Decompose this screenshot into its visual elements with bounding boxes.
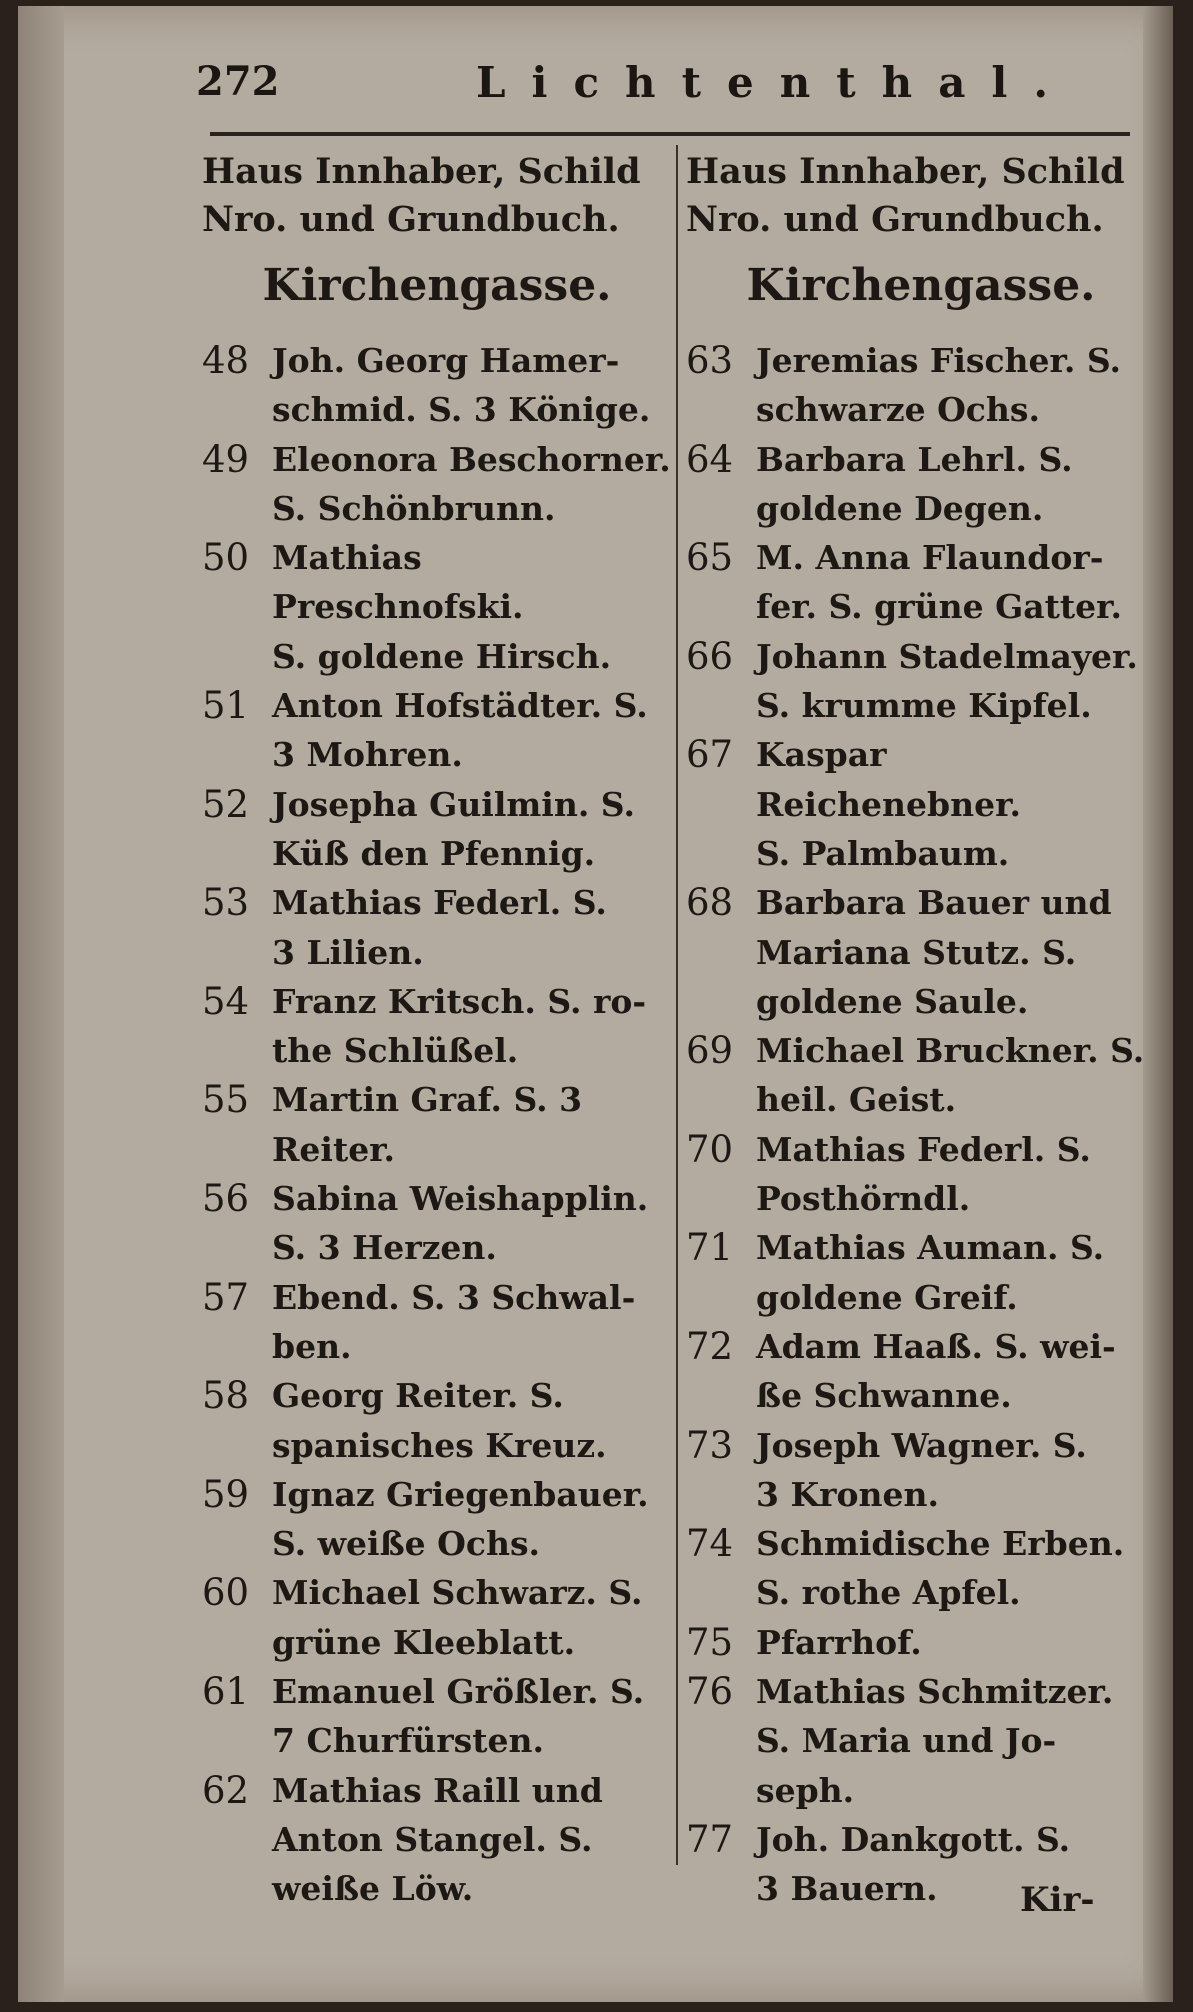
house-number: 51 — [202, 684, 250, 728]
house-number: 65 — [686, 536, 734, 580]
entry-row — [686, 1519, 1156, 1618]
entry-text: schwarze Ochs. — [756, 390, 1040, 430]
header-rule — [210, 132, 1130, 136]
house-number: 55 — [202, 1078, 250, 1122]
column-header-line1: Haus Innhaber, Schild — [202, 151, 641, 192]
entry-row — [202, 435, 672, 534]
house-number: 64 — [686, 437, 734, 481]
house-number: 60 — [202, 1571, 250, 1615]
entry-text: Josepha Guilmin. S. — [272, 784, 635, 824]
entry-text: Joseph Wagner. S. — [756, 1425, 1087, 1465]
column-header-line2: Nro. und Grundbuch. — [202, 199, 620, 240]
entry-text: Küß den Pfennig. — [272, 833, 596, 873]
house-number: 71 — [686, 1226, 734, 1270]
house-number: 59 — [202, 1472, 250, 1516]
house-number: 58 — [202, 1374, 250, 1418]
entry-text: Anton Hofstädter. S. — [272, 686, 648, 726]
column-header-line1: Haus Innhaber, Schild — [686, 151, 1125, 192]
entry-text: Mathias Federl. S. — [756, 1129, 1091, 1169]
page-gutter — [18, 6, 64, 2002]
house-number: 49 — [202, 437, 250, 481]
entry-text: Joh. Dankgott. S. — [756, 1819, 1071, 1859]
house-number: 67 — [686, 733, 734, 777]
entry-row — [202, 1174, 672, 1273]
entry-text: Mathias Raill und — [272, 1770, 603, 1810]
house-number: 57 — [202, 1275, 250, 1319]
entry-text: heil. Geist. — [756, 1080, 957, 1120]
entry-text: M. Anna Flaundor- — [756, 538, 1104, 578]
entry-text: 3 Kronen. — [756, 1474, 939, 1514]
entry-text: grüne Kleeblatt. — [272, 1622, 576, 1662]
entry-text: Ebend. S. 3 Schwal- — [272, 1277, 636, 1317]
entry-text: S. Palmbaum. — [756, 833, 1010, 873]
house-number: 53 — [202, 881, 250, 925]
entry-text: S. Schönbrunn. — [272, 488, 556, 528]
entry-row — [686, 1026, 1156, 1125]
entry-text: 7 Churfürsten. — [272, 1721, 544, 1761]
house-number: 52 — [202, 782, 250, 826]
entry-text: Schmidische Erben. — [756, 1524, 1125, 1564]
entry-row — [202, 977, 672, 1076]
running-title: Lichtenthal. — [476, 58, 1074, 107]
entry-row — [202, 681, 672, 780]
entry-text: Mathias Preschnofski. — [272, 538, 524, 627]
entry-text: schmid. S. 3 Könige. — [272, 390, 651, 430]
entry-row — [202, 336, 672, 435]
entry-text: Emanuel Größler. S. — [272, 1672, 645, 1712]
entry-row — [202, 780, 672, 879]
house-number: 63 — [686, 339, 734, 382]
entry-text: Sabina Weishapplin. — [272, 1179, 649, 1219]
entry-text: S. weiße Ochs. — [272, 1524, 541, 1564]
entry-row — [202, 533, 672, 681]
entry-text: Anton Stangel. S. — [272, 1819, 593, 1859]
entry-text: Michael Bruckner. S. — [756, 1031, 1145, 1071]
house-number: 68 — [686, 881, 734, 925]
entry-text: Ignaz Griegenbauer. — [272, 1474, 649, 1514]
entry-text: 3 Lilien. — [272, 932, 424, 972]
entry-row — [686, 1125, 1156, 1224]
entry-text: Mathias Auman. S. — [756, 1228, 1105, 1268]
entry-text: fer. S. grüne Gatter. — [756, 587, 1122, 627]
entry-row — [202, 1667, 672, 1766]
entry-text: Mathias Schmitzer. — [756, 1672, 1114, 1712]
entry-text: S. krumme Kipfel. — [756, 686, 1092, 726]
entry-text: Kaspar Reichenebner. — [756, 735, 1021, 824]
entry-row — [202, 1371, 672, 1470]
entry-text: weiße Löw. — [272, 1869, 474, 1909]
entry-row — [686, 1223, 1156, 1322]
entry-row — [686, 435, 1156, 534]
entry-list — [202, 336, 672, 1914]
entry-row — [686, 1667, 1156, 1815]
entry-row — [202, 1075, 672, 1174]
entry-text: Martin Graf. S. 3 — [272, 1080, 583, 1120]
entry-row — [202, 1766, 672, 1914]
column-divider — [676, 145, 678, 1865]
entry-text: 3 Mohren. — [272, 735, 463, 775]
entry-row — [686, 1618, 1156, 1667]
column-header-line2: Nro. und Grundbuch. — [686, 199, 1104, 240]
entry-text: goldene Saule. — [756, 981, 1029, 1021]
entry-text: Johann Stadelmayer. — [756, 636, 1138, 676]
entry-row — [686, 1322, 1156, 1421]
entry-row — [686, 1421, 1156, 1520]
entry-row — [686, 730, 1156, 878]
house-number: 48 — [202, 339, 250, 382]
right-column — [686, 148, 1156, 1914]
street-heading: Kirchengasse. — [746, 260, 1096, 311]
house-number: 62 — [202, 1768, 250, 1812]
entry-row — [686, 336, 1156, 435]
entry-text: Pfarrhof. — [756, 1622, 922, 1662]
house-number: 77 — [686, 1817, 734, 1861]
entry-list — [686, 336, 1156, 1914]
entry-text: S. Maria und Jo- — [756, 1721, 1057, 1761]
entry-row — [686, 878, 1156, 1026]
entry-text: Posthörndl. — [756, 1179, 971, 1219]
entry-text: Joh. Georg Hamer- — [272, 341, 620, 380]
entry-text: goldene Greif. — [756, 1277, 1018, 1317]
left-column — [202, 148, 672, 1914]
page-header — [196, 58, 1136, 118]
entry-text: Barbara Bauer und — [756, 883, 1112, 923]
entry-text: ben. — [272, 1326, 352, 1366]
house-number: 50 — [202, 536, 250, 580]
house-number: 69 — [686, 1029, 734, 1073]
house-number: 72 — [686, 1324, 734, 1368]
entry-text: Jeremias Fischer. S. — [756, 341, 1121, 380]
entry-text: Eleonora Beschorner. — [272, 439, 671, 479]
entry-text: S. goldene Hirsch. — [272, 636, 612, 676]
entry-row — [686, 632, 1156, 731]
house-number: 75 — [686, 1620, 734, 1664]
entry-row — [202, 1470, 672, 1569]
entry-text: Georg Reiter. S. — [272, 1376, 564, 1416]
entry-text: Franz Kritsch. S. ro- — [272, 981, 647, 1021]
entry-text: Barbara Lehrl. S. — [756, 439, 1073, 479]
entry-text: the Schlüßel. — [272, 1031, 519, 1071]
house-number: 76 — [686, 1670, 734, 1714]
house-number: 66 — [686, 634, 734, 678]
house-number: 73 — [686, 1423, 734, 1467]
house-number: 56 — [202, 1177, 250, 1221]
entry-row — [202, 1568, 672, 1667]
entry-row — [686, 533, 1156, 632]
entry-text: 3 Bauern. — [756, 1869, 938, 1909]
entry-text: S. 3 Herzen. — [272, 1228, 497, 1268]
entry-text: Adam Haaß. S. wei- — [756, 1326, 1116, 1366]
catchword: Kir- — [1020, 1880, 1095, 1920]
page-number: 272 — [196, 58, 280, 105]
entry-text: seph. — [756, 1770, 855, 1810]
house-number: 74 — [686, 1522, 734, 1566]
entry-text: ße Schwanne. — [756, 1376, 1012, 1416]
entry-text: Reiter. — [272, 1129, 396, 1169]
entry-text: Michael Schwarz. S. — [272, 1573, 643, 1613]
entry-text: S. rothe Apfel. — [756, 1573, 1021, 1613]
house-number: 54 — [202, 979, 250, 1023]
entry-text: goldene Degen. — [756, 488, 1044, 528]
entry-row — [202, 1273, 672, 1372]
house-number: 70 — [686, 1127, 734, 1171]
entry-row — [202, 878, 672, 977]
entry-text: Mariana Stutz. S. — [756, 932, 1077, 972]
entry-text: Mathias Federl. S. — [272, 883, 607, 923]
house-number: 61 — [202, 1670, 250, 1714]
street-heading: Kirchengasse. — [262, 260, 612, 311]
entry-text: spanisches Kreuz. — [272, 1425, 607, 1465]
